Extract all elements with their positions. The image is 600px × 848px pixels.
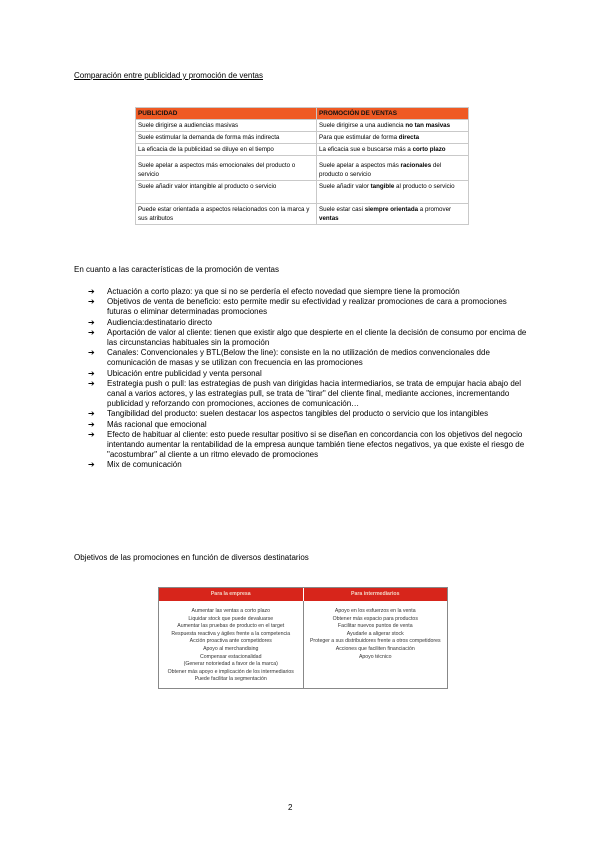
list-item: Obtener más espacio para productos: [332, 615, 418, 622]
intermediarios-column: [303, 601, 448, 688]
list-item: Apoyo al merchandising: [203, 645, 259, 652]
table-header-publicidad: PUBLICIDAD: [136, 108, 317, 120]
arrow-icon: ➔: [88, 327, 95, 337]
table-row: [136, 181, 469, 204]
heading-caracteristicas: En cuanto a las características de la promoción de ventas: [74, 265, 279, 274]
list-item-text: Objetivos de venta de beneficio: esto permite medir su efectividad y realizar promociones de cara a promociones futuras o eliminar determinadas promociones: [107, 297, 507, 317]
table-row: [136, 132, 469, 144]
list-item: [88, 430, 528, 461]
arrow-icon: ➔: [88, 348, 95, 358]
table-cell: Suele dirigirse a audiencias masivas: [136, 120, 317, 132]
table-cell: Para que estimular de forma directa: [317, 132, 469, 144]
list-item: Facilitar nuevos puntos de venta: [337, 623, 413, 630]
objectives-table-header: [159, 588, 447, 601]
list-item: Ayudarle a aligerar stock: [346, 630, 404, 637]
list-item: Acción proactiva ante competidores: [189, 638, 272, 645]
arrow-icon: ➔: [88, 419, 95, 429]
arrow-icon: ➔: [88, 429, 95, 439]
characteristics-list: [88, 287, 528, 471]
arrow-icon: ➔: [88, 368, 95, 378]
list-item: Apoyo técnico: [358, 653, 392, 660]
list-item: Aumentar las ventas a corto plazo: [191, 608, 270, 614]
table-cell: Suele estimular la demanda de forma más indirecta: [136, 132, 317, 144]
list-item-text: Mix de comunicación: [107, 460, 182, 470]
comparison-table: [135, 107, 469, 225]
table-cell: Suele apelar a aspectos más emocionales del producto o servicio: [136, 156, 317, 181]
arrow-icon: ➔: [88, 460, 95, 470]
arrow-icon: ➔: [88, 297, 95, 307]
table-row: [136, 156, 469, 181]
list-item: Puede facilitar la segmentación: [194, 676, 267, 683]
empresa-column: [159, 601, 303, 688]
list-item: [88, 420, 528, 430]
table-row: [136, 204, 469, 225]
list-item: Liquidar stock que puede devaluarse: [188, 615, 274, 622]
table-row: [136, 120, 469, 132]
list-item: [88, 287, 528, 297]
list-item-text: Tangibilidad del producto: suelen destacar los aspectos tangibles del producto o servicio que los intangibles: [107, 409, 489, 419]
table-cell: La eficacia de la publicidad se diluye en el tiempo: [136, 144, 317, 156]
header-para-la-empresa: Para la empresa: [210, 591, 251, 597]
list-item: Obtener más apoyo e implicación de los intermediarios: [167, 668, 294, 675]
list-item: Proteger a sus distribuidores frente a otros competidores: [309, 638, 441, 645]
table-cell: Suele apelar a aspectos más racionales del producto o servicio: [317, 156, 469, 181]
page-number: 2: [288, 803, 293, 812]
list-item: [88, 369, 528, 379]
list-item-text: Actuación a corto plazo: ya que si no se perdería el efecto novedad que siempre tiene la promoción: [107, 287, 460, 296]
arrow-icon: ➔: [88, 378, 95, 388]
list-item-text: Estrategia push o pull: las estrategias de push van dirigidas hacia intermediarios, se trata de empujar hacia abajo del canal a varios actores, y las estrategias pull, se trata de "tirar" del cliente final, mediante acciones, incrementando publicidad y reforzando con promociones, acciones de comunicación…: [107, 378, 522, 409]
list-item-text: Más racional que emocional: [107, 419, 207, 429]
table-row: [136, 144, 469, 156]
list-item: Respuesta reactiva y ágiles frente a la competencia: [171, 630, 291, 637]
table-cell: La eficacia sue e buscarse más a corto plazo: [317, 144, 469, 156]
list-item: Acciones que faciliten financiación: [335, 645, 415, 652]
table-header-row: [136, 108, 469, 120]
list-item: [88, 409, 528, 419]
list-item: [88, 297, 528, 317]
list-item: [88, 318, 528, 328]
header-para-intermediarios: Para intermediarios: [303, 588, 448, 601]
list-item-text: Efecto de habituar al cliente: esto puede resultar positivo si se diseñan en concordancia con los objetivos del negocio intentando aumentar la rentabilidad de la empresa aunque también tiene efectos negativos, ya que existe el riesgo de "acostumbrar" al cliente a un ritmo elevado de promociones: [107, 429, 525, 460]
list-item: [88, 348, 528, 368]
list-item: Aumentar las pruebas de producto en el target: [177, 623, 285, 630]
objectives-table-body: [159, 601, 447, 688]
list-item: [88, 328, 528, 348]
list-item-text: Audiencia:destinatario directo: [107, 317, 212, 327]
list-item-text: Ubicación entre publicidad y venta personal: [107, 368, 262, 378]
arrow-icon: ➔: [88, 287, 95, 296]
table-cell: Suele añadir valor tangible al producto o servicio: [317, 181, 469, 204]
list-item: Apoyo en los esfuerzos en la venta: [334, 608, 416, 614]
list-item: Compensar estacionalidad: [200, 653, 262, 660]
list-item: [88, 379, 528, 410]
objectives-table: [158, 587, 448, 689]
heading-objetivos: Objetivos de las promociones en función de diversos destinatarios: [74, 553, 309, 562]
table-cell: Puede estar orientada a aspectos relacionados con la marca y sus atributos: [136, 204, 317, 225]
heading-comparacion: Comparación entre publicidad y promoción de ventas: [74, 71, 263, 80]
table-cell: Suele estar casi siempre orientada a promover ventas: [317, 204, 469, 225]
arrow-icon: ➔: [88, 317, 95, 327]
list-item: (Generar notoriedad a favor de la marca): [183, 661, 278, 668]
list-item-text: Aportación de valor al cliente: tienen que existir algo que despierte en el cliente la decisión de consumo por encima de las circunstancias habituales sin la promoción: [107, 327, 527, 348]
list-item-text: Canales: Convencionales y BTL(Below the line): consiste en la no utilización de medios convencionales dde comunicación de masas y se utilizan con frecuencia en las promociones: [107, 348, 490, 368]
arrow-icon: ➔: [88, 409, 95, 419]
table-cell: Suele añadir valor intangible al producto o servicio: [136, 181, 317, 204]
list-item: [88, 460, 528, 470]
table-header-promocion: PROMOCIÓN DE VENTAS: [317, 108, 469, 120]
table-cell: Suele dirigirse a una audiencia no tan masivas: [317, 120, 469, 132]
